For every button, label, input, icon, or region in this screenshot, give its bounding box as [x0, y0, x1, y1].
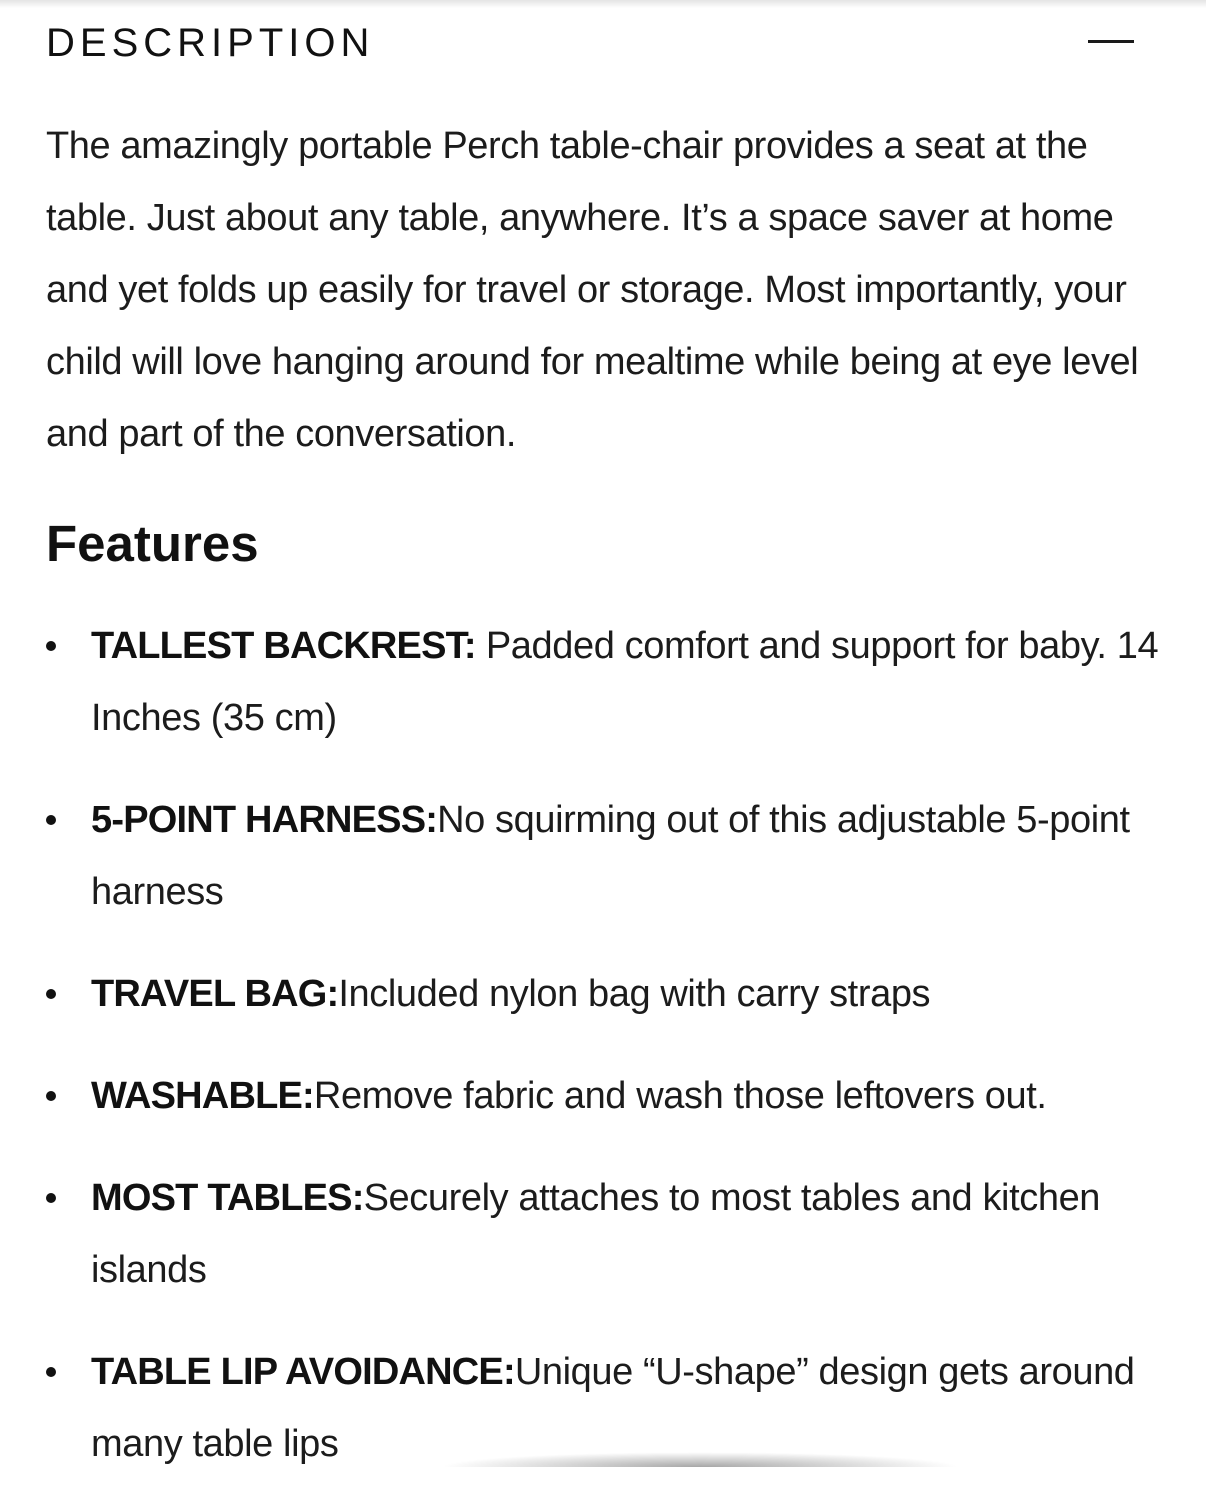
- feature-text: Included nylon bag with carry straps: [338, 973, 931, 1015]
- feature-item-tallest-backrest: [46, 610, 1176, 754]
- feature-item-travel-bag: [46, 958, 1176, 1030]
- feature-label: TABLE LIP AVOIDANCE:: [91, 1351, 515, 1393]
- feature-item-5-point-harness: [46, 784, 1176, 928]
- bullet-icon: [46, 815, 56, 825]
- feature-text: No squirming out of this adjustable 5-point harness: [91, 799, 1130, 913]
- description-text: The amazingly portable Perch table-chair provides a seat at the table. Just about any table, anywhere. It’s a space saver at home and yet folds up easily for travel or storage. Most importantly, your child will love hanging around for mealtime while being at eye level and part of the conversation.: [46, 125, 1139, 455]
- feature-text: Unique “U-shape” design gets around many table lips: [91, 1351, 1135, 1465]
- feature-text: Padded comfort and support for baby. 14 Inches (35 cm): [91, 625, 1159, 739]
- bullet-icon: [46, 641, 56, 651]
- features-heading: Features: [46, 515, 259, 572]
- feature-label: TALLEST BACKREST:: [91, 625, 476, 667]
- feature-label: 5-POINT HARNESS:: [91, 799, 438, 841]
- feature-label: TRAVEL BAG:: [91, 973, 339, 1015]
- top-edge-shadow: [0, 0, 1206, 8]
- bullet-icon: [46, 1091, 56, 1101]
- feature-item-washable: [46, 1060, 1176, 1132]
- features-list: [46, 610, 1176, 1480]
- feature-label: MOST TABLES:: [91, 1177, 364, 1219]
- feature-label: WASHABLE:: [91, 1075, 314, 1117]
- accordion-title: DESCRIPTION: [46, 21, 375, 65]
- bullet-icon: [46, 1193, 56, 1203]
- description-content: [46, 110, 1176, 1510]
- bottom-edge-shadow: [440, 1452, 960, 1467]
- minus-icon[interactable]: [1088, 40, 1134, 43]
- description-accordion-header[interactable]: [46, 18, 1160, 68]
- feature-item-most-tables: [46, 1162, 1176, 1306]
- bullet-icon: [46, 989, 56, 999]
- bullet-icon: [46, 1367, 56, 1377]
- feature-text: Securely attaches to most tables and kitchen islands: [91, 1177, 1101, 1291]
- feature-text: Remove fabric and wash those leftovers out.: [313, 1075, 1047, 1117]
